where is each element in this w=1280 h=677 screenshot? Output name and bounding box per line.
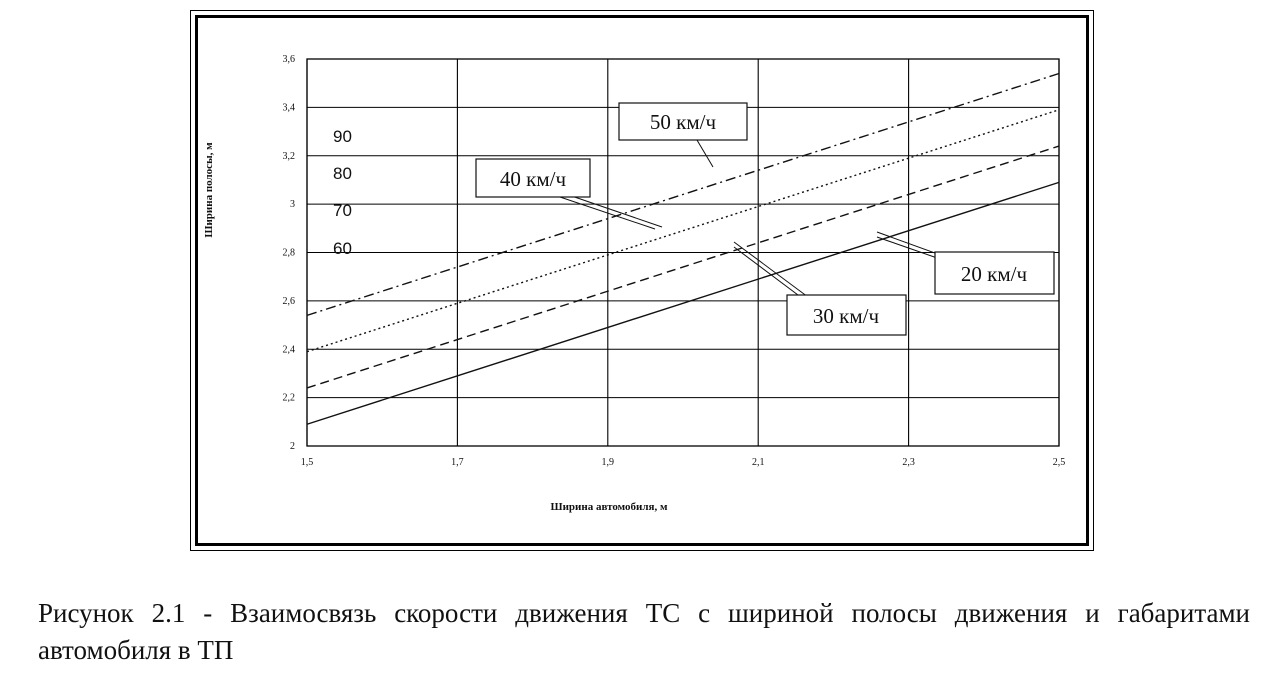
x-tick-label: 1,9 xyxy=(601,457,615,468)
x-tick-label: 1,7 xyxy=(451,457,464,468)
y-tick-label: 2,4 xyxy=(282,344,295,356)
y-tick-label: 2 xyxy=(290,441,295,452)
callout-pointer-30b xyxy=(734,247,802,298)
y-tick-label: 2,8 xyxy=(282,247,295,259)
y-tick-label: 3,6 xyxy=(282,54,295,65)
margin-label-80: 80 xyxy=(333,164,352,183)
y-axis-label: Ширина полосы, м xyxy=(203,142,215,238)
callouts xyxy=(476,103,1054,335)
callout-label-30: 30 км/ч xyxy=(812,304,880,328)
figure-caption: Рисунок 2.1 - Взаимосвязь скорости движения ТС с шириной полосы движения и габаритами автомобиля в ТП xyxy=(38,598,1250,665)
y-tick-label: 3,2 xyxy=(282,150,295,162)
margin-labels xyxy=(333,127,352,258)
margin-label-90: 90 xyxy=(333,127,352,146)
x-tick-label: 1,5 xyxy=(300,457,314,468)
callout-label-50: 50 км/ч xyxy=(649,110,717,134)
callout-pointer-30a xyxy=(734,242,808,297)
y-tick-label: 3,4 xyxy=(282,102,295,114)
x-tick-label: 2,1 xyxy=(751,457,765,468)
x-axis-label: Ширина автомобиля, м xyxy=(550,501,668,513)
x-tick-label: 2,3 xyxy=(902,457,915,468)
y-tick-label: 3 xyxy=(290,199,295,211)
y-tick-label: 2,6 xyxy=(282,295,295,307)
callout-label-20: 20 км/ч xyxy=(960,262,1028,286)
margin-label-70: 70 xyxy=(333,201,352,220)
callout-label-40: 40 км/ч xyxy=(499,167,567,191)
x-tick-label: 2,5 xyxy=(1052,457,1066,468)
margin-label-60: 60 xyxy=(333,239,352,258)
series-line-40 xyxy=(307,110,1059,352)
y-tick-label: 2,2 xyxy=(282,392,295,404)
series-line-20 xyxy=(307,182,1059,424)
